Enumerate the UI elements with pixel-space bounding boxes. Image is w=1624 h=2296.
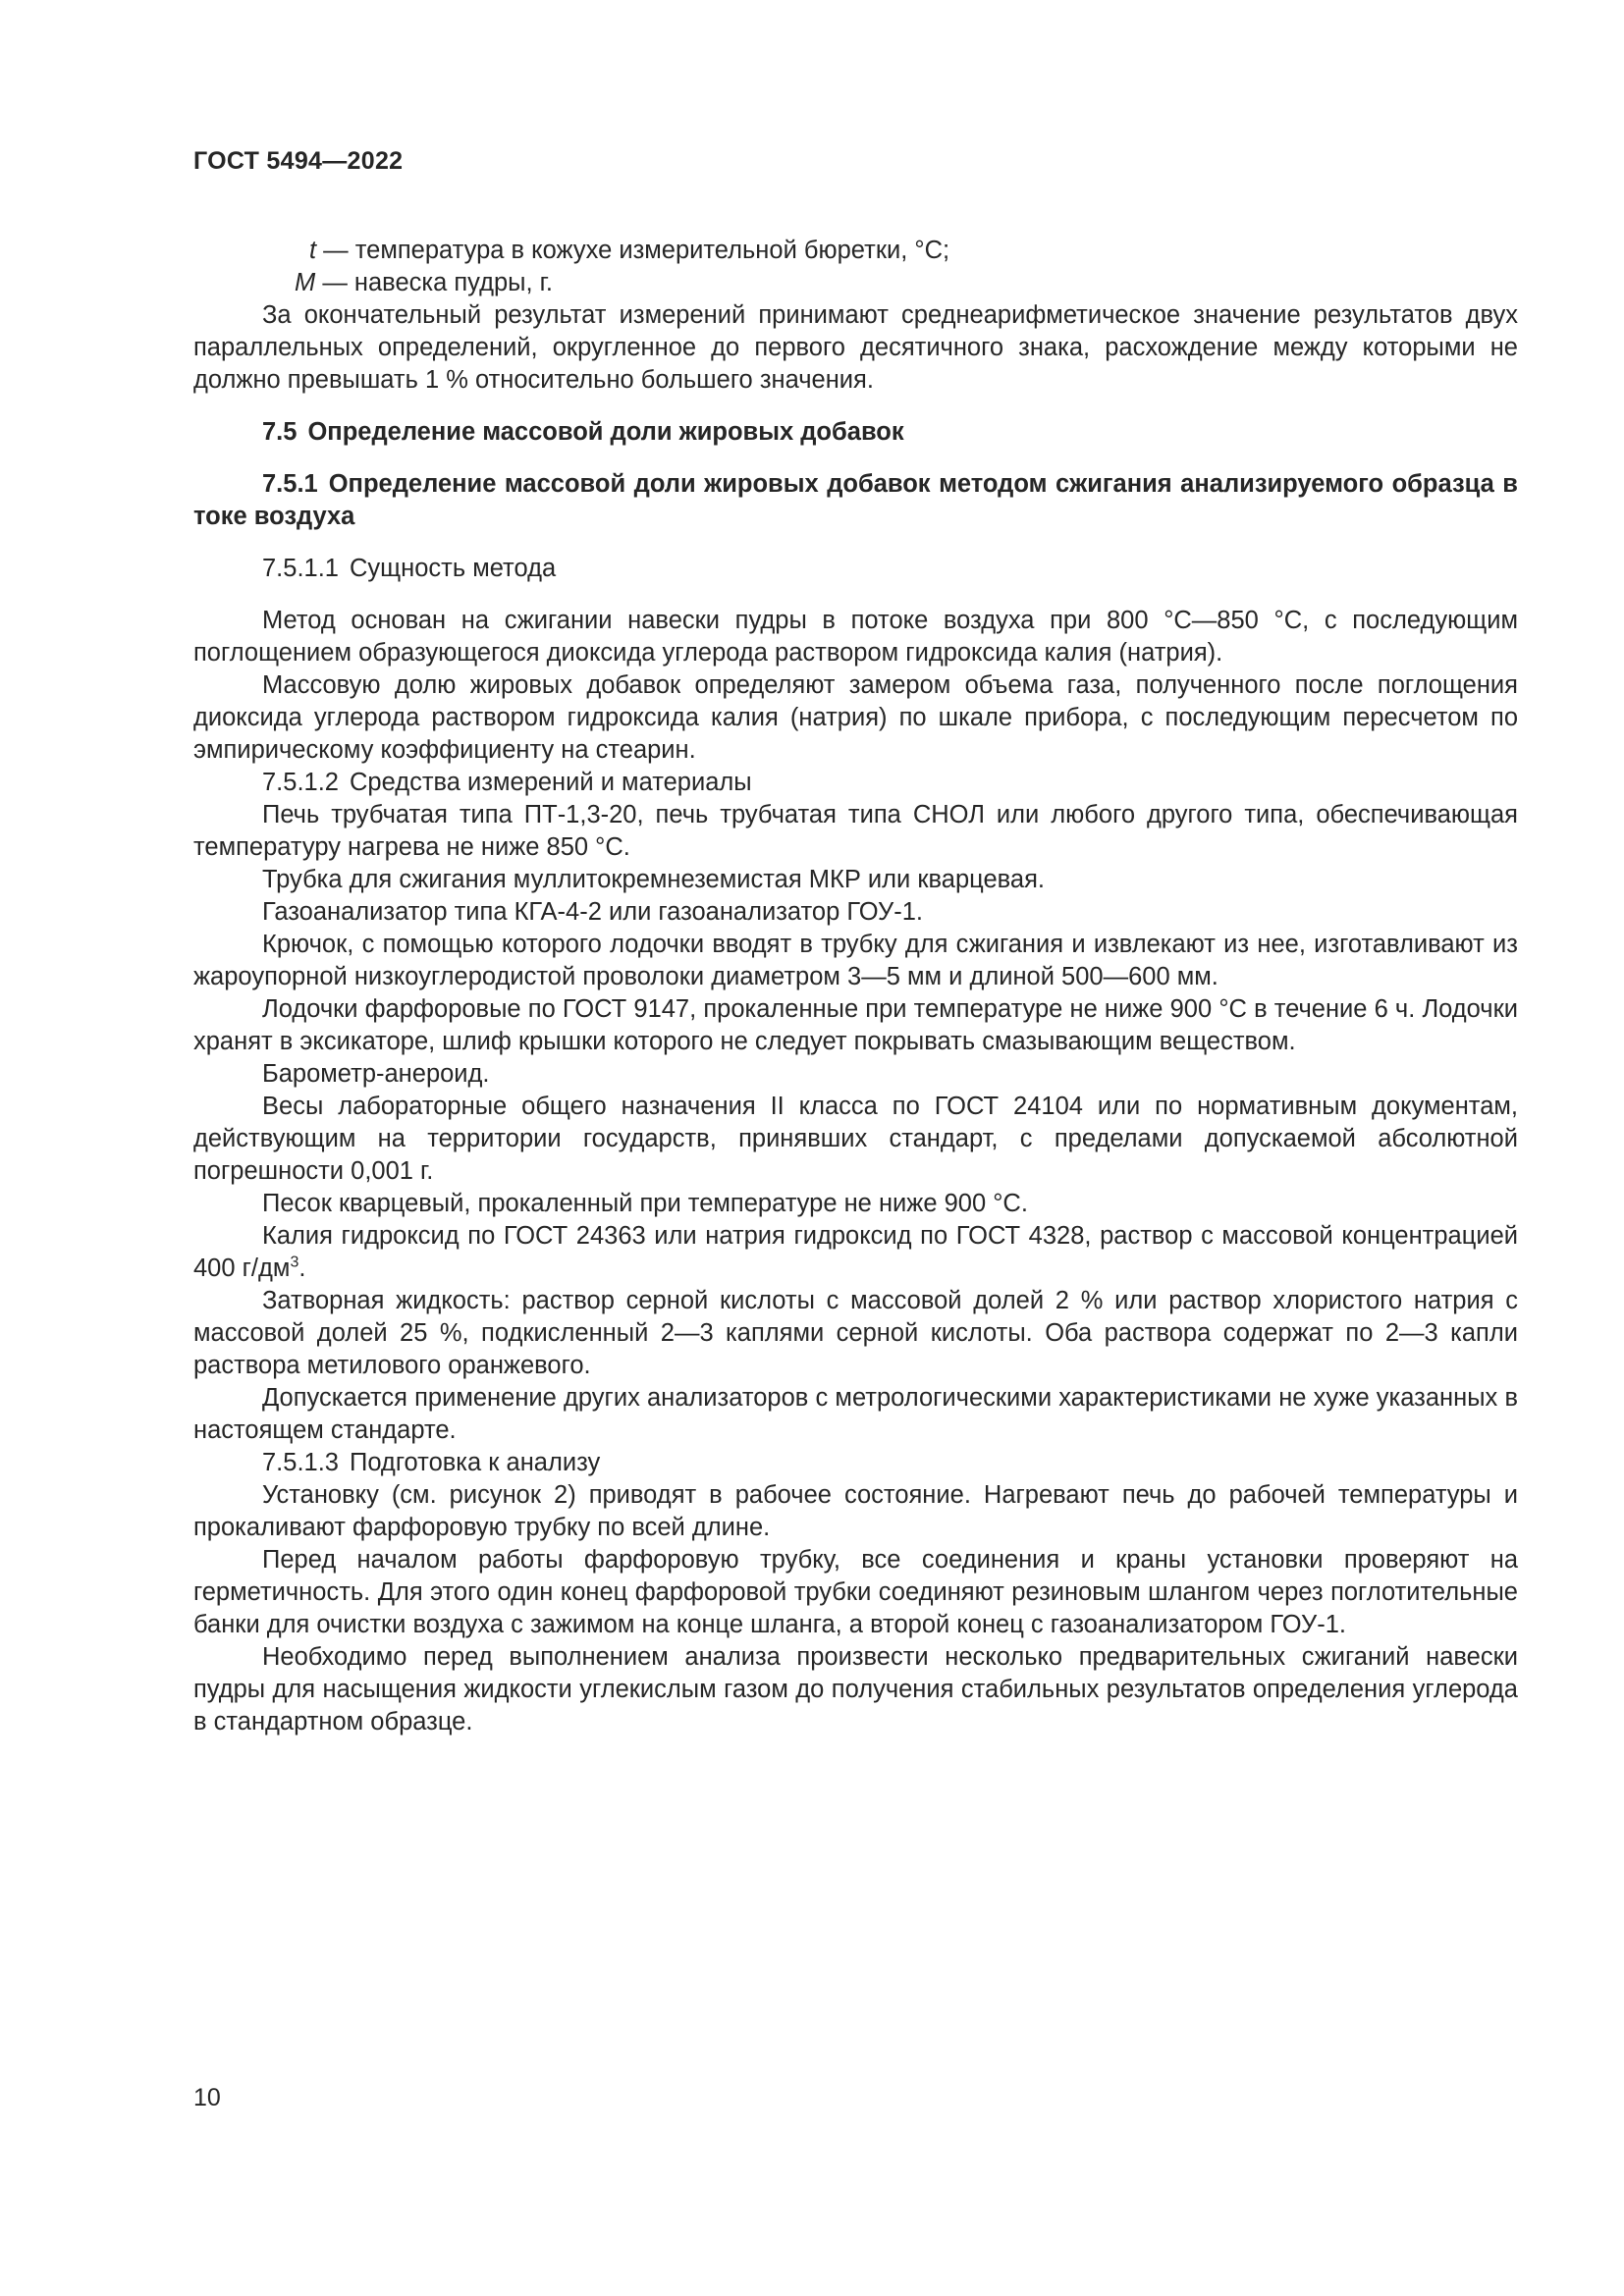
equipment-paragraph: Лодочки фарфоровые по ГОСТ 9147, прокаленные при температуре не ниже 900 °С в течение 6 ч. Лодочки хранят в эксикаторе, шлиф крышки которого не следует покрывать смазывающим веществом.	[193, 995, 1518, 1055]
koh-tail: .	[298, 1255, 306, 1282]
section-title: Сущность метода	[349, 555, 557, 582]
section-heading-7-5	[193, 416, 1518, 449]
section-number: 7.5.1.3	[262, 1449, 339, 1476]
equipment-paragraph: Барометр-анероид.	[262, 1060, 490, 1088]
section-number: 7.5.1.1	[262, 555, 339, 582]
section-title: Определение массовой доли жировых добавок	[307, 418, 904, 446]
section-title: Средства измерений и материалы	[349, 769, 752, 796]
variable-symbol: t	[309, 237, 317, 264]
variable-definition-m	[193, 267, 1518, 299]
variable-text: — навеска пудры, г.	[315, 269, 553, 296]
document-body	[193, 235, 1518, 1738]
method-paragraph: Массовую долю жировых добавок определяют замером объема газа, полученного после поглощения диоксида углерода раствором гидроксида калия (натрия) по шкале прибора, с последующим пересчетом по эмпирическому коэффициенту на стеарин.	[193, 671, 1518, 764]
equipment-paragraph: Трубка для сжигания муллитокремнеземистая МКР или кварцевая.	[262, 866, 1045, 893]
equipment-paragraph: Затворная жидкость: раствор серной кислоты с массовой долей 2 % или раствор хлористого натрия с массовой долей 25 %, подкисленный 2—3 каплями серной кислоты. Оба раствора содержат по 2—3 капли раствора метилового оранжевого.	[193, 1287, 1518, 1379]
equipment-paragraph-koh	[193, 1220, 1518, 1285]
equipment-paragraph: Песок кварцевый, прокаленный при температуре не ниже 900 °С.	[262, 1190, 1028, 1217]
method-paragraph: Метод основан на сжигании навески пудры в потоке воздуха при 800 °С—850 °С, с последующим поглощением образующегося диоксида углерода раствором гидроксида калия (натрия).	[193, 607, 1518, 667]
variable-text: — температура в кожухе измерительной бюретки, °С;	[316, 237, 950, 264]
section-title: Подготовка к анализу	[349, 1449, 601, 1476]
result-paragraph: За окончательный результат измерений принимают среднеарифметическое значение результатов двух параллельных определений, округленное до первого десятичного знака, расхождение между которыми не должно превышать 1 % относительно большего значения.	[193, 301, 1518, 394]
equipment-paragraph: Газоанализатор типа КГА-4-2 или газоанализатор ГОУ-1.	[262, 898, 923, 926]
equipment-paragraph: Допускается применение других анализаторов с метрологическими характеристиками не хуже указанных в настоящем стандарте.	[193, 1384, 1518, 1444]
prep-paragraph: Необходимо перед выполнением анализа произвести несколько предварительных сжиганий навески пудры для насыщения жидкости углекислым газом до получения стабильных результатов определения углерода в стандартном образце.	[193, 1643, 1518, 1735]
variable-symbol: M	[295, 269, 316, 296]
section-number: 7.5.1	[262, 470, 318, 498]
section-heading-7-5-1-3	[193, 1447, 1518, 1479]
page-number: 10	[193, 2084, 221, 2111]
superscript: 3	[290, 1254, 299, 1271]
equipment-paragraph: Крючок, с помощью которого лодочки вводят в трубку для сжигания и извлекают из нее, изготавливают из жароупорной низкоуглеродистой проволоки диаметром 3—5 мм и длиной 500—600 мм.	[193, 931, 1518, 990]
section-heading-7-5-1	[193, 468, 1518, 533]
section-number: 7.5.1.2	[262, 769, 339, 796]
variable-definition-t	[193, 235, 1518, 267]
section-heading-7-5-1-2	[193, 767, 1518, 799]
section-title: Определение массовой доли жировых добавок методом сжигания анализируемого образца в токе воздуха	[193, 470, 1518, 530]
section-number: 7.5	[262, 418, 298, 446]
koh-text: Калия гидроксид по ГОСТ 24363 или натрия гидроксид по ГОСТ 4328, раствор с массовой концентрацией 400 г/дм	[193, 1222, 1518, 1282]
section-heading-7-5-1-1	[193, 553, 1518, 585]
prep-paragraph: Перед началом работы фарфоровую трубку, все соединения и краны установки проверяют на герметичность. Для этого один конец фарфоровой трубки соединяют резиновым шлангом через поглотительные банки для очистки воздуха с зажимом на конце шланга, а второй конец с газоанализатором ГОУ-1.	[193, 1546, 1518, 1638]
prep-paragraph: Установку (см. рисунок 2) приводят в рабочее состояние. Нагревают печь до рабочей температуры и прокаливают фарфоровую трубку по всей длине.	[193, 1481, 1518, 1541]
document-header: ГОСТ 5494—2022	[193, 147, 404, 175]
equipment-paragraph: Весы лабораторные общего назначения II класса по ГОСТ 24104 или по нормативным документам, действующим на территории государств, принявших стандарт, с пределами допускаемой абсолютной погрешности 0,001 г.	[193, 1093, 1518, 1185]
equipment-paragraph: Печь трубчатая типа ПТ-1,3-20, печь трубчатая типа СНОЛ или любого другого типа, обеспечивающая температуру нагрева не ниже 850 °С.	[193, 801, 1518, 861]
